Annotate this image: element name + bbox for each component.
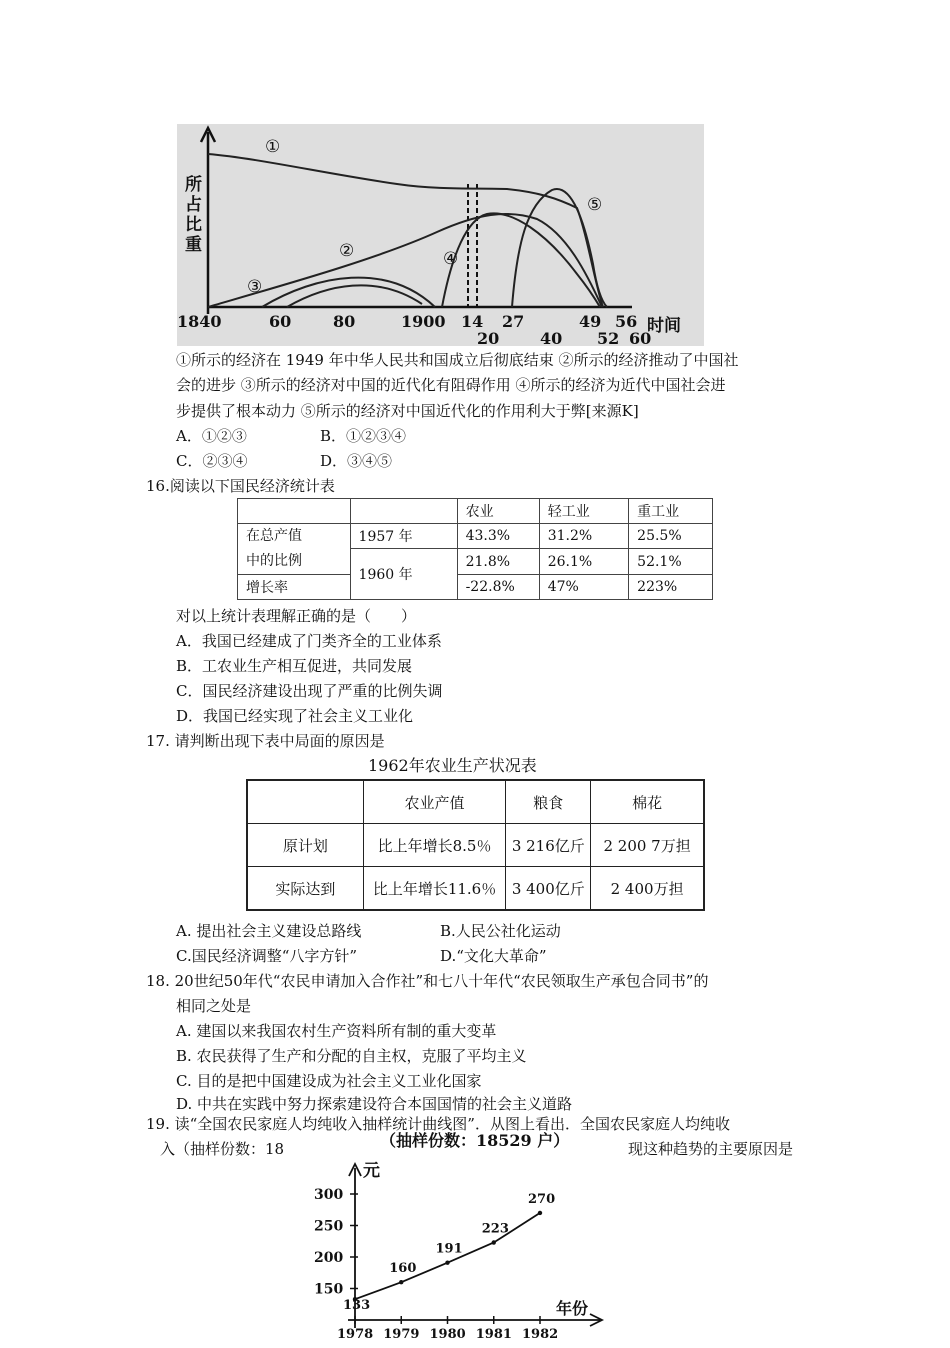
q19-line-2-right: 现这种趋势的主要原因是 <box>628 1140 794 1158</box>
ylabel-char-2: 占 <box>185 195 202 215</box>
q15-option-d[interactable]: D．③④⑤ <box>320 452 393 470</box>
curve-4 <box>442 213 600 307</box>
header-agriculture: 农业 <box>457 499 539 524</box>
q15-option-a[interactable]: A．①②③ <box>176 427 247 445</box>
q16-option-b[interactable]: B．工农业生产相互促进，共同发展 <box>176 657 413 675</box>
curve-label-1: ① <box>265 137 281 157</box>
cell-1960-heavy: 52.1% <box>629 549 713 575</box>
curve-label-3: ③ <box>247 277 263 297</box>
cell-actual-grain: 3 400亿斤 <box>506 867 591 911</box>
data-label: 191 <box>435 1241 463 1257</box>
q18-stem-line-2: 相同之处是 <box>176 997 252 1015</box>
x-tick-label: 1981 <box>475 1327 512 1342</box>
chart-title: （抽样份数：18529 户） <box>380 1132 570 1150</box>
cell-growth-light: 47% <box>539 575 628 600</box>
q17-title: 17. 请判断出现下表中局面的原因是 <box>146 732 385 750</box>
q19-line-2-left: 入（抽样份数：18 <box>160 1140 285 1158</box>
q17-option-a[interactable]: A. 提出社会主义建设总路线 <box>176 922 362 940</box>
economy-share-svg <box>177 124 704 346</box>
xtick-14: 14 <box>461 312 484 331</box>
cell-actual-cotton: 2 400万担 <box>591 867 704 911</box>
row-label-share-1: 在总产值 <box>246 528 302 544</box>
curve-2b <box>287 285 422 307</box>
q18-option-c[interactable]: C. 目的是把中国建设成为社会主义工业化国家 <box>176 1072 482 1090</box>
xtick-1900: 1900 <box>401 312 446 331</box>
curve-1 <box>208 154 603 307</box>
q15-stem-line-1: ①所示的经济在 1949 年中华人民共和国成立后彻底结束 ②所示的经济推动了中国社 <box>176 351 739 369</box>
table-row <box>238 524 713 549</box>
xtick-49: 49 <box>579 312 602 331</box>
y-tick-label: 300 <box>314 1187 344 1203</box>
data-label: 223 <box>481 1221 509 1237</box>
q15-stem-line-3: 步提供了根本动力 ⑤所示的经济对中国近代化的作用利大于弊[来源K] <box>176 402 639 420</box>
header-light-industry: 轻工业 <box>539 499 628 524</box>
table-row <box>238 499 713 524</box>
cell-1957-heavy: 25.5% <box>629 524 713 549</box>
q16-question: 对以上统计表理解正确的是（ ） <box>176 607 417 625</box>
data-point <box>538 1211 542 1215</box>
year-1957: 1957 年 <box>350 524 457 549</box>
xtick-60: 60 <box>269 312 292 331</box>
chart-ylabel: 元 <box>363 1161 380 1181</box>
cell-planned-cotton: 2 200 7万担 <box>591 824 704 867</box>
economy-share-figure <box>177 124 704 346</box>
table-row <box>247 780 704 824</box>
cell-growth-heavy: 223% <box>629 575 713 600</box>
xtick-80: 80 <box>333 312 356 331</box>
q18-option-b[interactable]: B. 农民获得了生产和分配的自主权，克服了平均主义 <box>176 1047 527 1065</box>
income-chart-svg <box>300 1132 620 1344</box>
x-tick-label: 1982 <box>522 1327 559 1342</box>
cell-actual-output: 比上年增长11.6％ <box>363 867 506 911</box>
row-label-share <box>238 524 351 575</box>
q17-option-b[interactable]: B.人民公社化运动 <box>440 922 561 940</box>
cell-1960-agri: 21.8% <box>457 549 539 575</box>
header-output: 农业产值 <box>363 780 506 824</box>
xtick-52: 52 <box>597 329 620 346</box>
xtick-40: 40 <box>540 329 563 346</box>
table-row <box>247 824 704 867</box>
row-label-share-2: 中的比例 <box>246 553 302 569</box>
data-point <box>399 1280 403 1284</box>
curve-2 <box>262 278 435 307</box>
xtick-56: 56 <box>615 312 638 331</box>
ylabel-char-4: 重 <box>185 235 202 255</box>
q18-option-d[interactable]: D. 中共在实践中努力探索建设符合本国国情的社会主义道路 <box>176 1095 573 1113</box>
cell-1957-agri: 43.3% <box>457 524 539 549</box>
ylabel-char-1: 所 <box>185 175 202 195</box>
table-row <box>238 575 713 600</box>
q15-option-b[interactable]: B．①②③④ <box>320 427 407 445</box>
q17-option-c[interactable]: C.国民经济调整“八字方针” <box>176 947 358 965</box>
cell-planned-grain: 3 216亿斤 <box>506 824 591 867</box>
cell-planned-output: 比上年增长8.5％ <box>363 824 506 867</box>
curve-3 <box>208 214 602 307</box>
xtick-27: 27 <box>502 312 525 331</box>
y-tick-label: 200 <box>314 1250 344 1266</box>
table-cell-empty <box>238 499 351 524</box>
table-row <box>247 867 704 911</box>
chart-xlabel: 年份 <box>556 1299 589 1318</box>
q15-option-c[interactable]: C．②③④ <box>176 452 248 470</box>
y-tick-label: 150 <box>314 1281 344 1298</box>
table-cell-empty <box>247 780 363 824</box>
row-planned: 原计划 <box>247 824 363 867</box>
data-label: 270 <box>528 1191 556 1207</box>
income-y-ticks <box>314 1187 358 1298</box>
q18-stem-line-1: 18. 20世纪50年代“农民申请加入合作社”和七八十年代“农民领取生产承包合同书”的 <box>146 972 709 990</box>
xlabel-time: 时间 <box>647 316 681 336</box>
row-label-growth: 增长率 <box>238 575 351 600</box>
curve-label-4: ④ <box>443 249 459 269</box>
x-tick-label: 1979 <box>383 1327 420 1342</box>
income-points <box>343 1192 555 1313</box>
q16-option-c[interactable]: C．国民经济建设出现了严重的比例失调 <box>176 682 443 700</box>
data-label: 133 <box>343 1298 371 1314</box>
q19-line-1: 19. 读“全国农民家庭人均纯收入抽样统计曲线图”．从图上看出．全国农民家庭人均纯收 <box>146 1115 730 1133</box>
header-grain: 粮食 <box>506 780 591 824</box>
ylabel-char-3: 比 <box>185 215 202 235</box>
xtick-1840: 1840 <box>177 312 222 331</box>
income-chart <box>300 1132 620 1344</box>
q17-agriculture-table <box>246 779 705 911</box>
table-cell-empty <box>350 499 457 524</box>
q16-option-d[interactable]: D．我国已经实现了社会主义工业化 <box>176 707 414 725</box>
curve-label-5: ⑤ <box>587 195 603 215</box>
xtick-60b: 60 <box>629 329 652 346</box>
q16-economy-table <box>237 498 713 600</box>
header-heavy-industry: 重工业 <box>629 499 713 524</box>
cell-1960-light: 26.1% <box>539 549 628 575</box>
q17-table-title: 1962年农业生产状况表 <box>368 756 537 775</box>
cell-1957-light: 31.2% <box>539 524 628 549</box>
q16-option-a[interactable]: A．我国已经建成了门类齐全的工业体系 <box>176 632 442 650</box>
q18-option-a[interactable]: A. 建国以来我国农村生产资料所有制的重大变革 <box>176 1022 497 1040</box>
year-1960: 1960 年 <box>350 549 457 600</box>
xtick-20: 20 <box>477 329 500 346</box>
curve-label-2: ② <box>339 241 355 261</box>
data-label: 160 <box>389 1261 417 1277</box>
q17-option-d[interactable]: D.“文化大革命” <box>440 947 547 965</box>
y-tick-label: 250 <box>314 1218 344 1235</box>
data-point <box>492 1240 496 1244</box>
cell-growth-agri: -22.8% <box>457 575 539 600</box>
header-cotton: 棉花 <box>591 780 704 824</box>
q15-stem-line-2: 会的进步 ③所示的经济对中国的近代化有阻碍作用 ④所示的经济为近代中国社会进 <box>176 376 726 394</box>
data-point <box>445 1260 449 1264</box>
x-tick-label: 1978 <box>337 1327 374 1342</box>
x-tick-label: 1980 <box>429 1327 466 1342</box>
q16-title: 16.阅读以下国民经济统计表 <box>146 477 335 495</box>
row-actual: 实际达到 <box>247 867 363 911</box>
